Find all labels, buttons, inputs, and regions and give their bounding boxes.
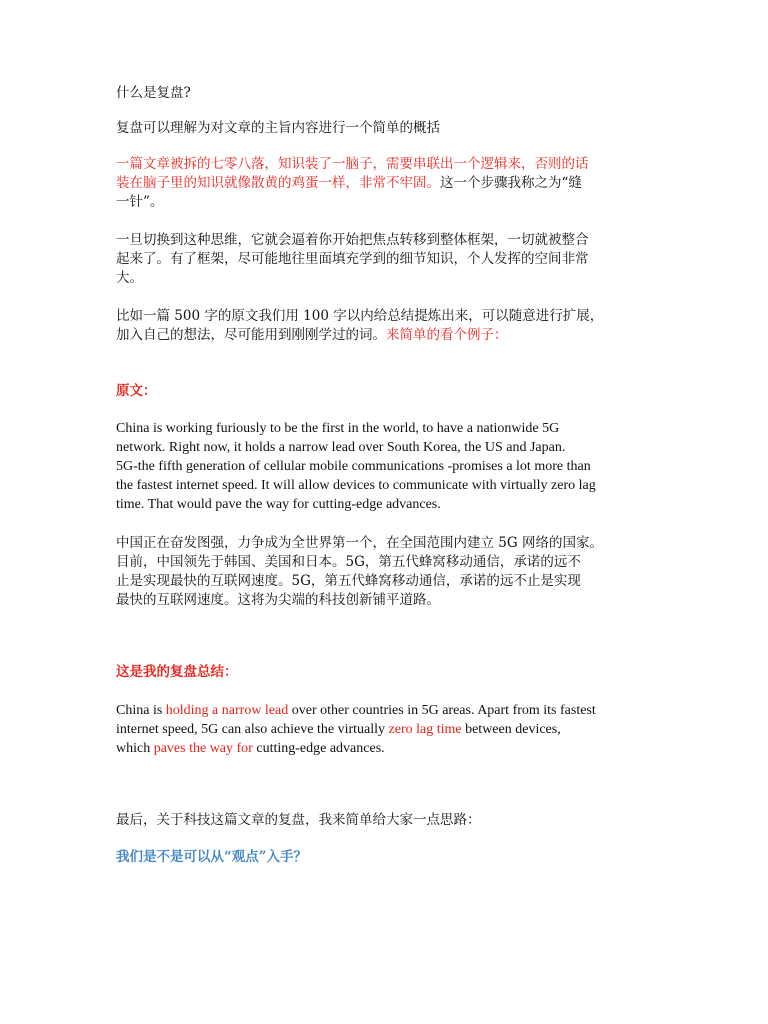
summary-highlight: holding a narrow lead	[165, 703, 289, 718]
switch-line-1: 一旦切换到这种思维，它就会逼着你开始把焦点转移到整体框架，一切就被整合	[116, 232, 589, 248]
summary-highlight: paves the way for	[153, 741, 253, 756]
example-line-2: 加入自己的想法，尽可能用到刚刚学过的词。	[116, 327, 386, 343]
summary-text: between devices,	[461, 722, 561, 737]
red-text-line-1: 一篇文章被拆的七零八落，知识装了一脑子，需要串联出一个逻辑来，否则的话	[116, 156, 589, 172]
definition-paragraph: 复盘可以理解为对文章的主旨内容进行一个简单的概括	[116, 120, 440, 136]
black-text-line-3: 一针”。	[116, 194, 164, 210]
summary-highlight: zero lag time	[388, 722, 462, 737]
english-line-4: the fastest internet speed. It will allow devices to communicate with virtually zero lag	[116, 478, 596, 493]
example-line-1: 比如一篇 500 字的原文我们用 100 字以内给总结提炼出来，可以随意进行扩展，	[116, 308, 604, 324]
black-text-tail-line-2: 这一个步骤我称之为“缝	[440, 175, 582, 191]
summary-line-3	[116, 741, 385, 756]
english-line-2: network. Right now, it holds a narrow lead over South Korea, the US and Japan.	[116, 440, 566, 455]
original-chinese-paragraph	[116, 534, 656, 610]
chinese-line-1: 中国正在奋发图强，力争成为全世界第一个，在全国范围内建立 5G 网络的国家。	[116, 535, 603, 551]
original-heading: 原文：	[116, 383, 157, 399]
summary-text: cutting-edge advances.	[252, 741, 385, 756]
summary-text: over other countries in 5G areas. Apart from its fastest	[288, 703, 596, 718]
summary-paragraph	[116, 701, 656, 758]
document-body	[116, 84, 656, 867]
summary-line-2	[116, 722, 561, 737]
question-heading: 什么是复盘?	[116, 85, 191, 101]
english-line-1: China is working furiously to be the first in the world, to have a nationwide 5G	[116, 421, 560, 436]
chinese-line-3: 止是实现最快的互联网速度。5G，第五代蜂窝移动通信，承诺的远不止是实现	[116, 573, 581, 589]
summary-text: internet speed, 5G can also achieve the virtually	[116, 722, 389, 737]
switch-line-2: 起来了。有了框架，尽可能地往里面填充学到的细节知识，个人发挥的空间非常	[116, 251, 589, 267]
summary-heading: 这是我的复盘总结：	[116, 664, 238, 680]
original-english-paragraph	[116, 419, 656, 514]
english-line-3: 5G-the fifth generation of cellular mobile communications -promises a lot more than	[116, 459, 591, 474]
switch-thinking-paragraph	[116, 231, 656, 288]
example-paragraph	[116, 307, 656, 345]
chinese-line-2: 目前，中国领先于韩国、美国和日本。5G，第五代蜂窝移动通信，承诺的远不	[116, 554, 581, 570]
red-emphasis-paragraph	[116, 155, 656, 212]
english-line-5: time. That would pave the way for cutting-edge advances.	[116, 497, 441, 512]
switch-line-3: 大。	[116, 270, 143, 286]
example-red-text: 来简单的看个例子：	[386, 327, 508, 343]
red-text-line-2: 装在脑子里的知识就像散黄的鸡蛋一样，非常不牢固。	[116, 175, 440, 191]
summary-text: which	[116, 741, 154, 756]
chinese-line-4: 最快的互联网速度。这将为尖端的科技创新铺平道路。	[116, 592, 440, 608]
viewpoint-question: 我们是不是可以从“观点”入手？	[116, 849, 308, 865]
final-paragraph: 最后，关于科技这篇文章的复盘，我来简单给大家一点思路：	[116, 812, 481, 828]
summary-text: China is	[116, 703, 166, 718]
summary-line-1	[116, 703, 596, 718]
